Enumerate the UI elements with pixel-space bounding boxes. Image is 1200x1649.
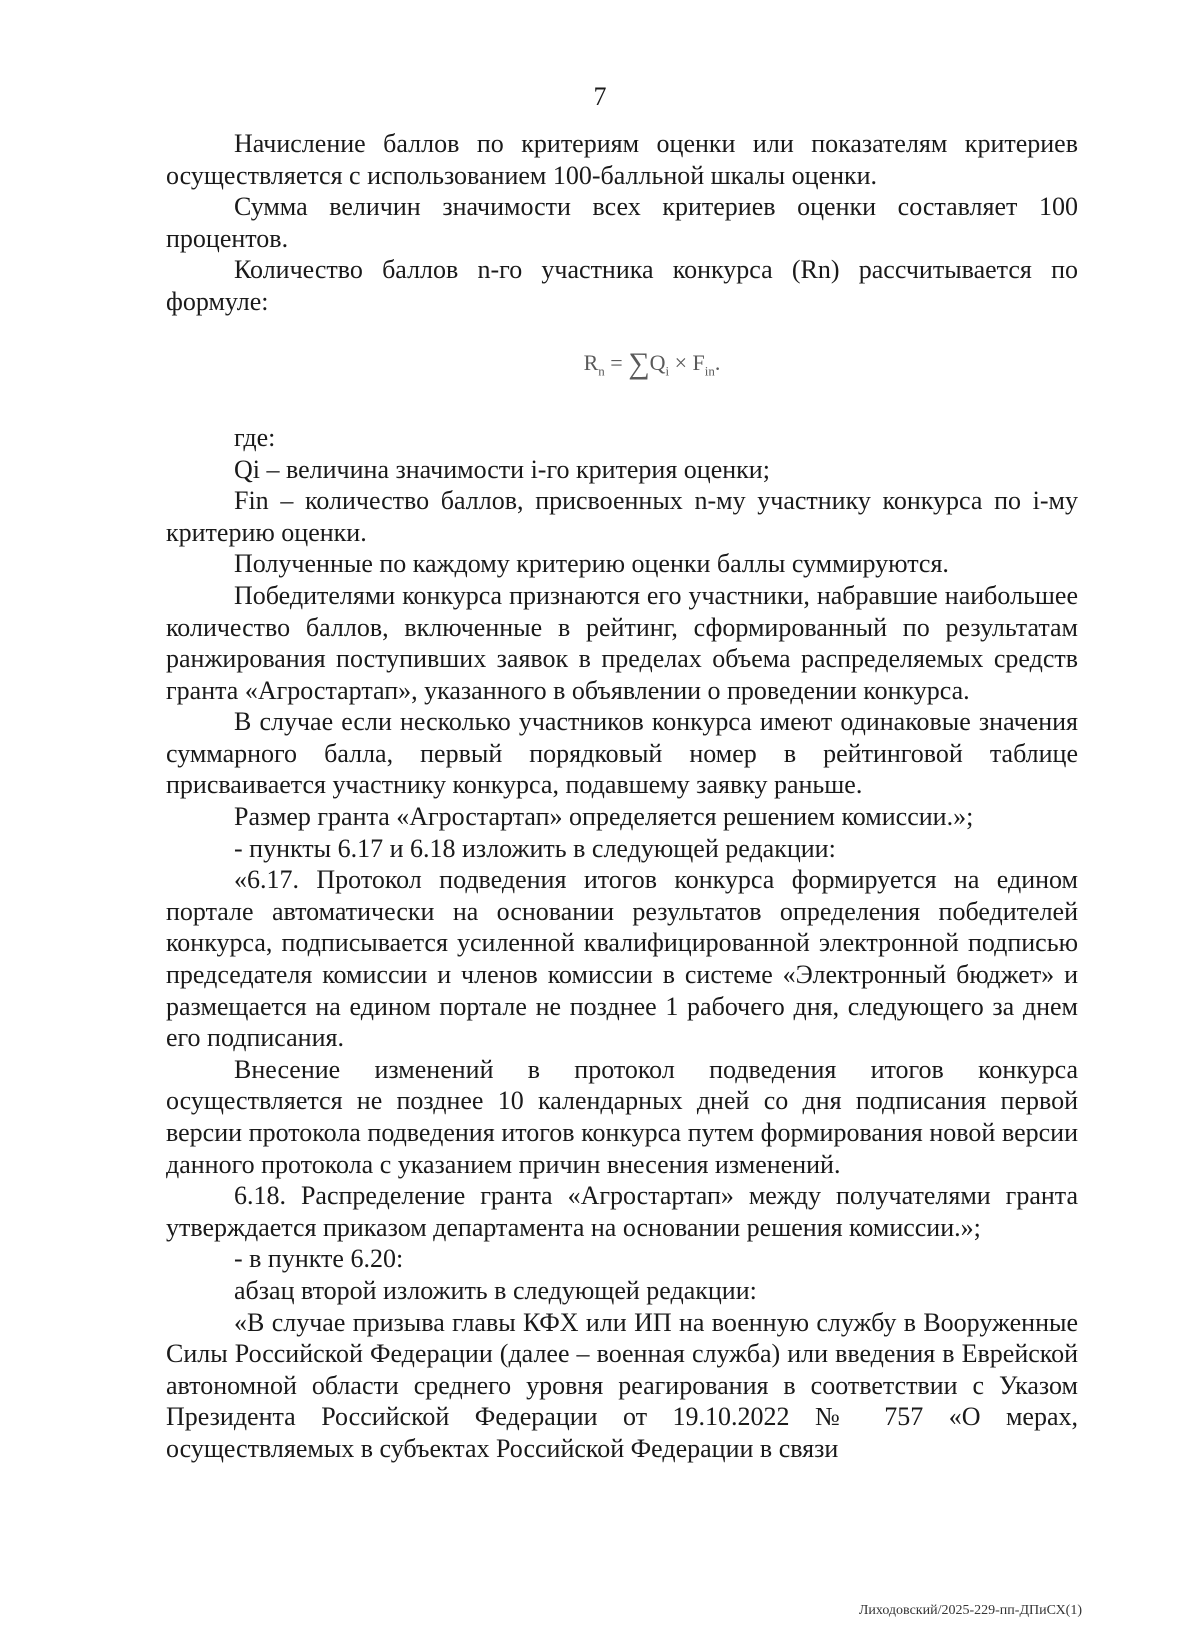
paragraph: Fin – количество баллов, присвоенных n-му участнику конкурса по i-му критерию оценки. [166,486,1078,547]
formula-q-sub: i [665,362,670,378]
paragraph: - пункты 6.17 и 6.18 изложить в следующей редакции: [234,833,836,863]
paragraph: Количество баллов n-го участника конкурса (Rn) рассчитывается по формуле: [166,255,1078,316]
formula-f: F [692,349,705,375]
page-number: 7 [593,82,607,111]
paragraph: Начисление баллов по критериям оценки или показателям критериев осуществляется с использованием 100-балльной шкалы оценки. [166,129,1078,190]
formula-end: . [714,349,721,375]
paragraph: Полученные по каждому критерию оценки баллы суммируются. [234,549,949,579]
paragraph: «6.17. Протокол подведения итогов конкурса формируется на едином портале автоматически на основании результатов определения победителей конкурса, подписывается усиленной квалифицированной электронной подписью председателя комиссии и членов комиссии в системе «Электронный бюджет» и размещается на едином портале не позднее 1 рабочего дня, следующего за днем его подписания. [166,865,1078,1053]
paragraph: где: [234,422,276,452]
score-formula [166,348,1078,386]
paragraph: Сумма величин значимости всех критериев оценки составляет 100 процентов. [166,192,1078,253]
formula-q: Q [649,349,666,375]
formula-f-sub: in [704,362,715,378]
formula-times: × [669,349,693,375]
paragraph: Размер гранта «Агростартап» определяется решением комиссии.»; [234,802,974,832]
formula-lhs-sub: n [598,362,605,378]
paragraph: - в пункте 6.20: [234,1244,404,1274]
formula-lhs: R [583,349,599,375]
paragraph: «В случае призыва главы КФХ или ИП на военную службу в Вооруженные Силы Российской Федерации (далее – военная служба) или введения в Еврейской автономной области среднего уровня реагирования в соответствии с Указом Президента Российской Федерации от 19.10.2022 № 757 «О мерах, осуществляемых в субъектах Российской Федерации в связи [166,1307,1078,1463]
paragraph: В случае если несколько участников конкурса имеют одинаковые значения суммарного балла, первый порядковый номер в рейтинговой таблице присваивается участнику конкурса, подавшему заявку раньше. [166,707,1078,800]
document-reference-footer: Лиходовский/2025-229-пп-ДПиСХ(1) [858,1603,1082,1618]
paragraph: абзац второй изложить в следующей редакции: [234,1275,757,1305]
paragraph: 6.18. Распределение гранта «Агростартап» между получателями гранта утверждается приказом департамента на основании решения комиссии.»; [166,1181,1078,1242]
document-body [166,128,1078,1465]
paragraph: Внесение изменений в протокол подведения итогов конкурса осуществляется не позднее 10 календарных дней со дня подписания первой версии протокола подведения итогов конкурса путем формирования новой версии данного протокола с указанием причин внесения изменений. [166,1054,1078,1179]
formula-eq: = [604,349,629,375]
paragraph: Qi – величина значимости i-го критерия оценки; [234,454,770,484]
paragraph: Победителями конкурса признаются его участники, набравшие наибольшее количество баллов, включенные в рейтинг, сформированный по результатам ранжирования поступивших заявок в пределах объема распределяемых средств гранта «Агростартап», указанного в объявлении о проведении конкурса. [166,580,1078,705]
sigma-symbol: ∑ [628,346,650,380]
